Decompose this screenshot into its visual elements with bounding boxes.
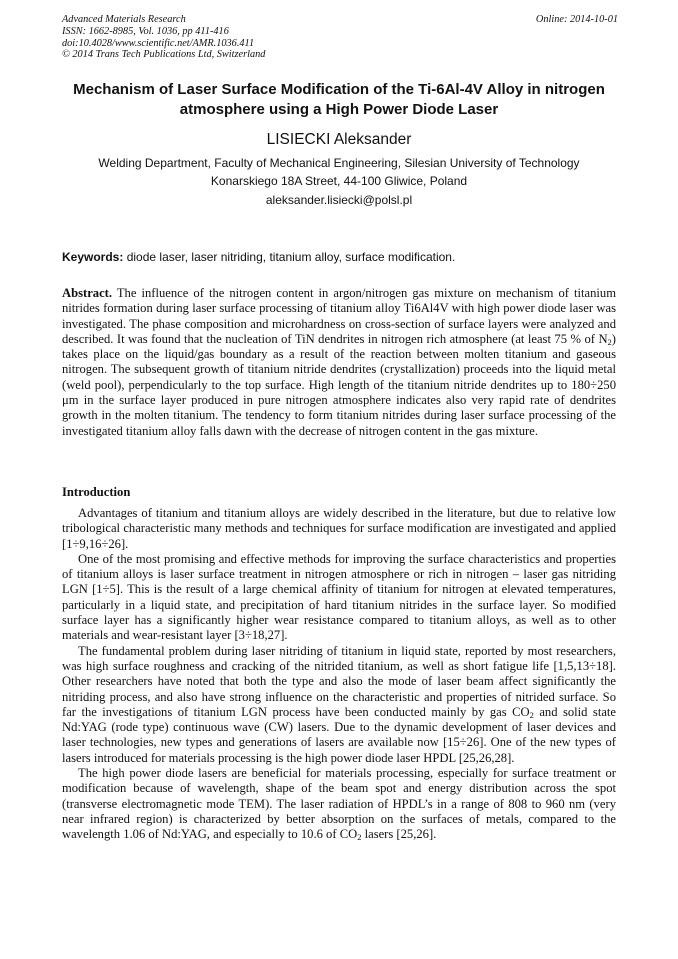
paragraph-text: The fundamental problem during laser nitriding of titanium in liquid state, reported by most researchers, was high surface roughness and cracking of the nitrided titanium, as well as short fatigue life [1,5,13÷18]. Other researchers have noted that both the type and also the mode of laser beam affect significantly the nitriding process, and also have strong influence on the characteristic and properties of nitrided surface. So far the investigations of titanium LGN process have been conducted mainly by gas CO [62, 643, 616, 719]
journal-copyright: © 2014 Trans Tech Publications Ltd, Switzerland [62, 49, 266, 61]
paragraph-text: and solid state Nd:YAG (rode type) continuous wave (CW) lasers. Due to the dynamic development of laser devices and laser technologies, new types and generations of lasers are available now [15÷26]. One of the new types of lasers introduced for materials processing is the high power diode laser HPDL [25,26,28]. [62, 704, 616, 765]
paragraph: Advantages of titanium and titanium alloys are widely described in the literature, but due to relative low tribological characteristic many methods and techniques for surface modification are investigated and applied [1÷9,16÷26]. [62, 506, 616, 551]
journal-issn: ISSN: 1662-8985, Vol. 1036, pp 411-416 [62, 25, 229, 37]
section-heading: Introduction [62, 485, 131, 499]
subscript: 2 [357, 832, 362, 843]
affiliation [62, 154, 616, 190]
journal-name: Advanced Materials Research [62, 14, 186, 25]
keywords-label: Keywords: [62, 250, 124, 264]
paper-title: Mechanism of Laser Surface Modification of the Ti-6Al-4V Alloy in nitrogen atmosphere using a High Power Diode Laser [73, 81, 605, 118]
author-email: aleksander.lisiecki@polsl.pl [265, 193, 413, 207]
introduction-body [62, 506, 616, 843]
abstract [62, 286, 616, 439]
subscript: 2 [607, 336, 612, 347]
affiliation-line: Welding Department, Faculty of Mechanical Engineering, Silesian University of Technology [98, 156, 580, 170]
affiliation-line: Konarskiego 18A Street, 44-100 Gliwice, Poland [210, 174, 468, 188]
subscript: 2 [529, 709, 534, 720]
paragraph [62, 766, 616, 842]
author-name: LISIECKI Aleksander [266, 131, 412, 148]
journal-doi: doi:10.4028/www.scientific.net/AMR.1036.411 [62, 37, 255, 49]
abstract-label: Abstract. [62, 286, 113, 300]
keywords-text: diode laser, laser nitriding, titanium alloy, surface modification. [126, 250, 456, 264]
abstract-text: The influence of the nitrogen content in argon/nitrogen gas mixture on mechanism of titanium nitrides formation during laser surface processing of titanium alloy Ti6Al4V with high power diode laser was investigated. The phase composition and microhardness on cross-section of surface layers were analyzed and described. It was found that the nucleation of TiN dendrites in nitrogen rich atmosphere (at least 75 % of N [62, 286, 617, 346]
keywords [62, 250, 618, 264]
paragraph-text: The high power diode lasers are beneficial for materials processing, especially for surface treatment or modification because of wavelength, shape of the beam spot and energy distribution across the spot (transverse electromagnetic mode TEM). The laser radiation of HPDL’s in a range of 808 to 960 nm (very near infrared region) is characterized by better absorption on the surfaces of metals, compared to the wavelength 1.06 of Nd:YAG, and especially to 10.6 of CO [62, 766, 616, 842]
paragraph [62, 644, 616, 766]
paragraph: One of the most promising and effective methods for improving the surface characteristics and properties of titanium alloys is laser surface treatment in nitrogen atmosphere or rich in nitrogen – laser gas nitriding LGN [1÷5]. This is the result of a large chemical affinity of titanium for nitrogen at elevated temperatures, particularly in a liquid state, and precipitation of hard titanium nitrides in the surface layer. So modified surface layer has a significantly higher wear resistance compared to titanium alloys, as well as to other materials and wear-resistant layer [3÷18,27]. [62, 551, 616, 643]
paragraph-text: lasers [25,26]. [361, 827, 437, 842]
abstract-text: ) takes place on the liquid/gas boundary as a result of the reaction between molten titanium and gaseous nitrogen. The subsequent growth of titanium nitride dendrites (crystallization) proceeds into the liquid metal (weld pool), perpendicularly to the top surface. High length of the titanium nitride dendrites up to 180÷250 μm in the surface layer produced in pure nitrogen atmosphere indicates also very rapid rate of dendrites growth in the molten titanium. The tendency to form titanium nitrides during laser surface processing of the investigated titanium alloy falls dawn with the decrease of nitrogen content in the gas mixture. [62, 331, 616, 438]
online-date: Online: 2014-10-01 [535, 14, 618, 25]
journal-header [62, 14, 618, 61]
